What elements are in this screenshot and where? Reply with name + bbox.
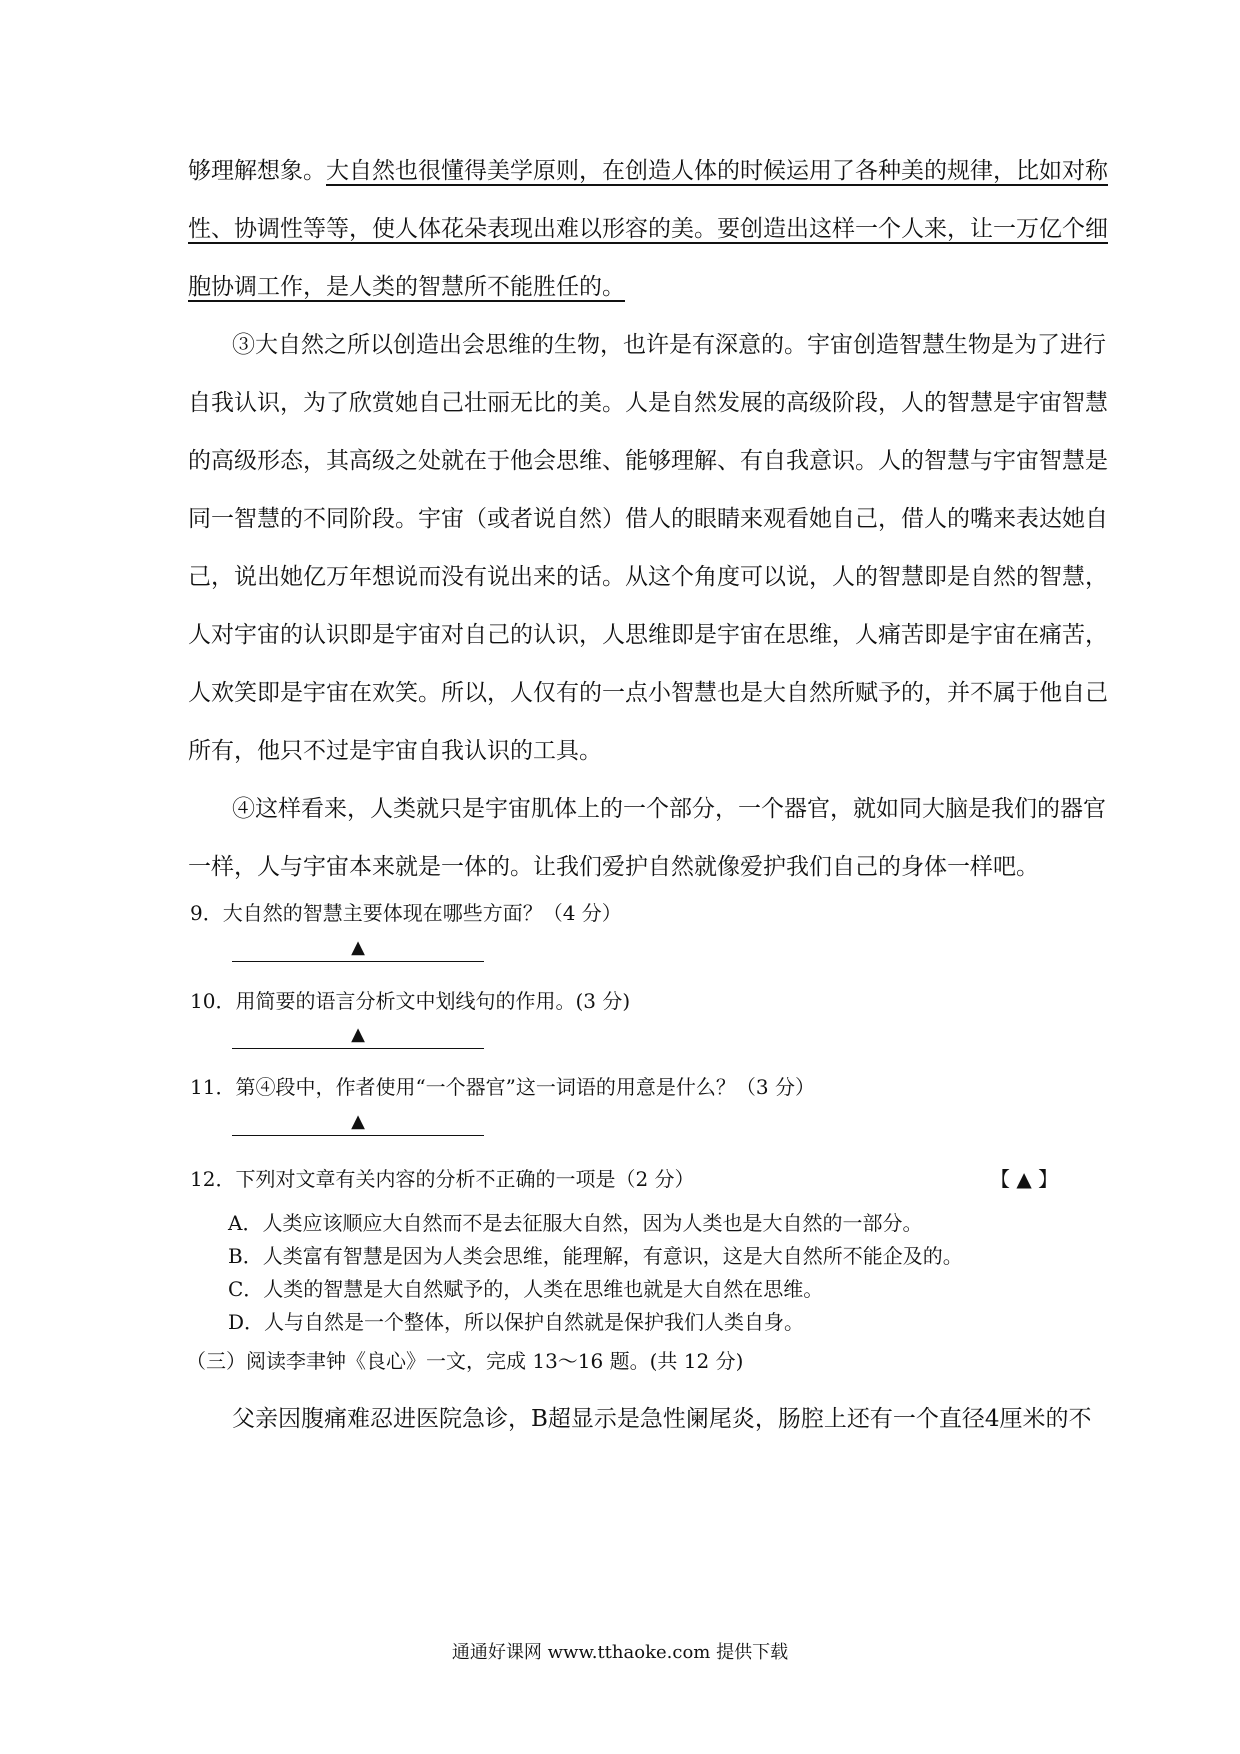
underlined-sentence: 性、协调性等等，使人体花朵表现出难以形容的美。要创造出这样一个人来，让一万亿个细 — [188, 216, 1108, 242]
passage-line: 人对宇宙的认识即是宇宙对自己的认识，人思维即是宇宙在思维，人痛苦即是宇宙在痛苦， — [188, 622, 1108, 648]
question-11: 11．第④段中，作者使用“一个器官”这一词语的用意是什么？（3 分） — [190, 1075, 815, 1099]
option-d: D．人与自然是一个整体，所以保护自然就是保护我们人类自身。 — [228, 1310, 805, 1334]
underlined-sentence: 胞协调工作，是人类的智慧所不能胜任的。 — [188, 274, 625, 300]
answer-line-11[interactable]: ▲ — [232, 1109, 484, 1136]
question-9: 9．大自然的智慧主要体现在哪些方面？（4 分） — [190, 901, 622, 925]
option-c: C．人类的智慧是大自然赋予的，人类在思维也就是大自然在思维。 — [228, 1277, 824, 1301]
passage-line: 一样，人与宇宙本来就是一体的。让我们爱护自然就像爱护我们自己的身体一样吧。 — [188, 854, 1039, 880]
answer-line-9[interactable]: ▲ — [232, 935, 484, 962]
passage-line: 己，说出她亿万年想说而没有说出来的话。从这个角度可以说，人的智慧即是自然的智慧， — [188, 564, 1108, 590]
page-footer: 通通好课网 www.tthaoke.com 提供下载 — [451, 1642, 789, 1663]
question-12: 12．下列对文章有关内容的分析不正确的一项是（2 分） — [190, 1167, 695, 1191]
question-10: 10．用简要的语言分析文中划线句的作用。(3 分) — [190, 989, 631, 1013]
answer-line-10[interactable]: ▲ — [232, 1022, 484, 1049]
passage-line: 所有，他只不过是宇宙自我认识的工具。 — [188, 738, 602, 764]
passage-line — [188, 152, 1108, 185]
passage-line: ③大自然之所以创造出会思维的生物，也许是有深意的。宇宙创造智慧生物是为了进行 — [232, 332, 1106, 358]
passage-line: ④这样看来，人类就只是宇宙肌体上的一个部分，一个器官，就如同大脑是我们的器官 — [232, 796, 1106, 822]
passage-line: 的高级形态，其高级之处就在于他会思维、能够理解、有自我意识。人的智慧与宇宙智慧是 — [188, 448, 1108, 474]
underlined-sentence: 大自然也很懂得美学原则，在创造人体的时候运用了各种美的规律，比如对称 — [326, 158, 1108, 184]
option-b: B．人类富有智慧是因为人类会思维，能理解，有意识，这是大自然所不能企及的。 — [228, 1244, 963, 1268]
passage-line: 父亲因腹痛难忍进医院急诊，B超显示是急性阑尾炎，肠腔上还有一个直径4厘米的不 — [232, 1406, 1092, 1432]
passage-line: 自我认识，为了欣赏她自己壮丽无比的美。人是自然发展的高级阶段，人的智慧是宇宙智慧 — [188, 390, 1108, 416]
passage-text: 够理解想象。 — [188, 158, 326, 184]
passage-line: 同一智慧的不同阶段。宇宙（或者说自然）借人的眼睛来观看她自己，借人的嘴来表达她自 — [188, 506, 1108, 532]
section-heading: （三）阅读李聿钟《良心》一文，完成 13～16 题。(共 12 分) — [186, 1349, 744, 1373]
answer-bracket-12[interactable]: 【 ▲ 】 — [990, 1167, 1059, 1191]
option-a: A．人类应该顺应大自然而不是去征服大自然，因为人类也是大自然的一部分。 — [228, 1211, 923, 1235]
passage-line: 人欢笑即是宇宙在欢笑。所以，人仅有的一点小智慧也是大自然所赋予的，并不属于他自己 — [188, 680, 1108, 706]
